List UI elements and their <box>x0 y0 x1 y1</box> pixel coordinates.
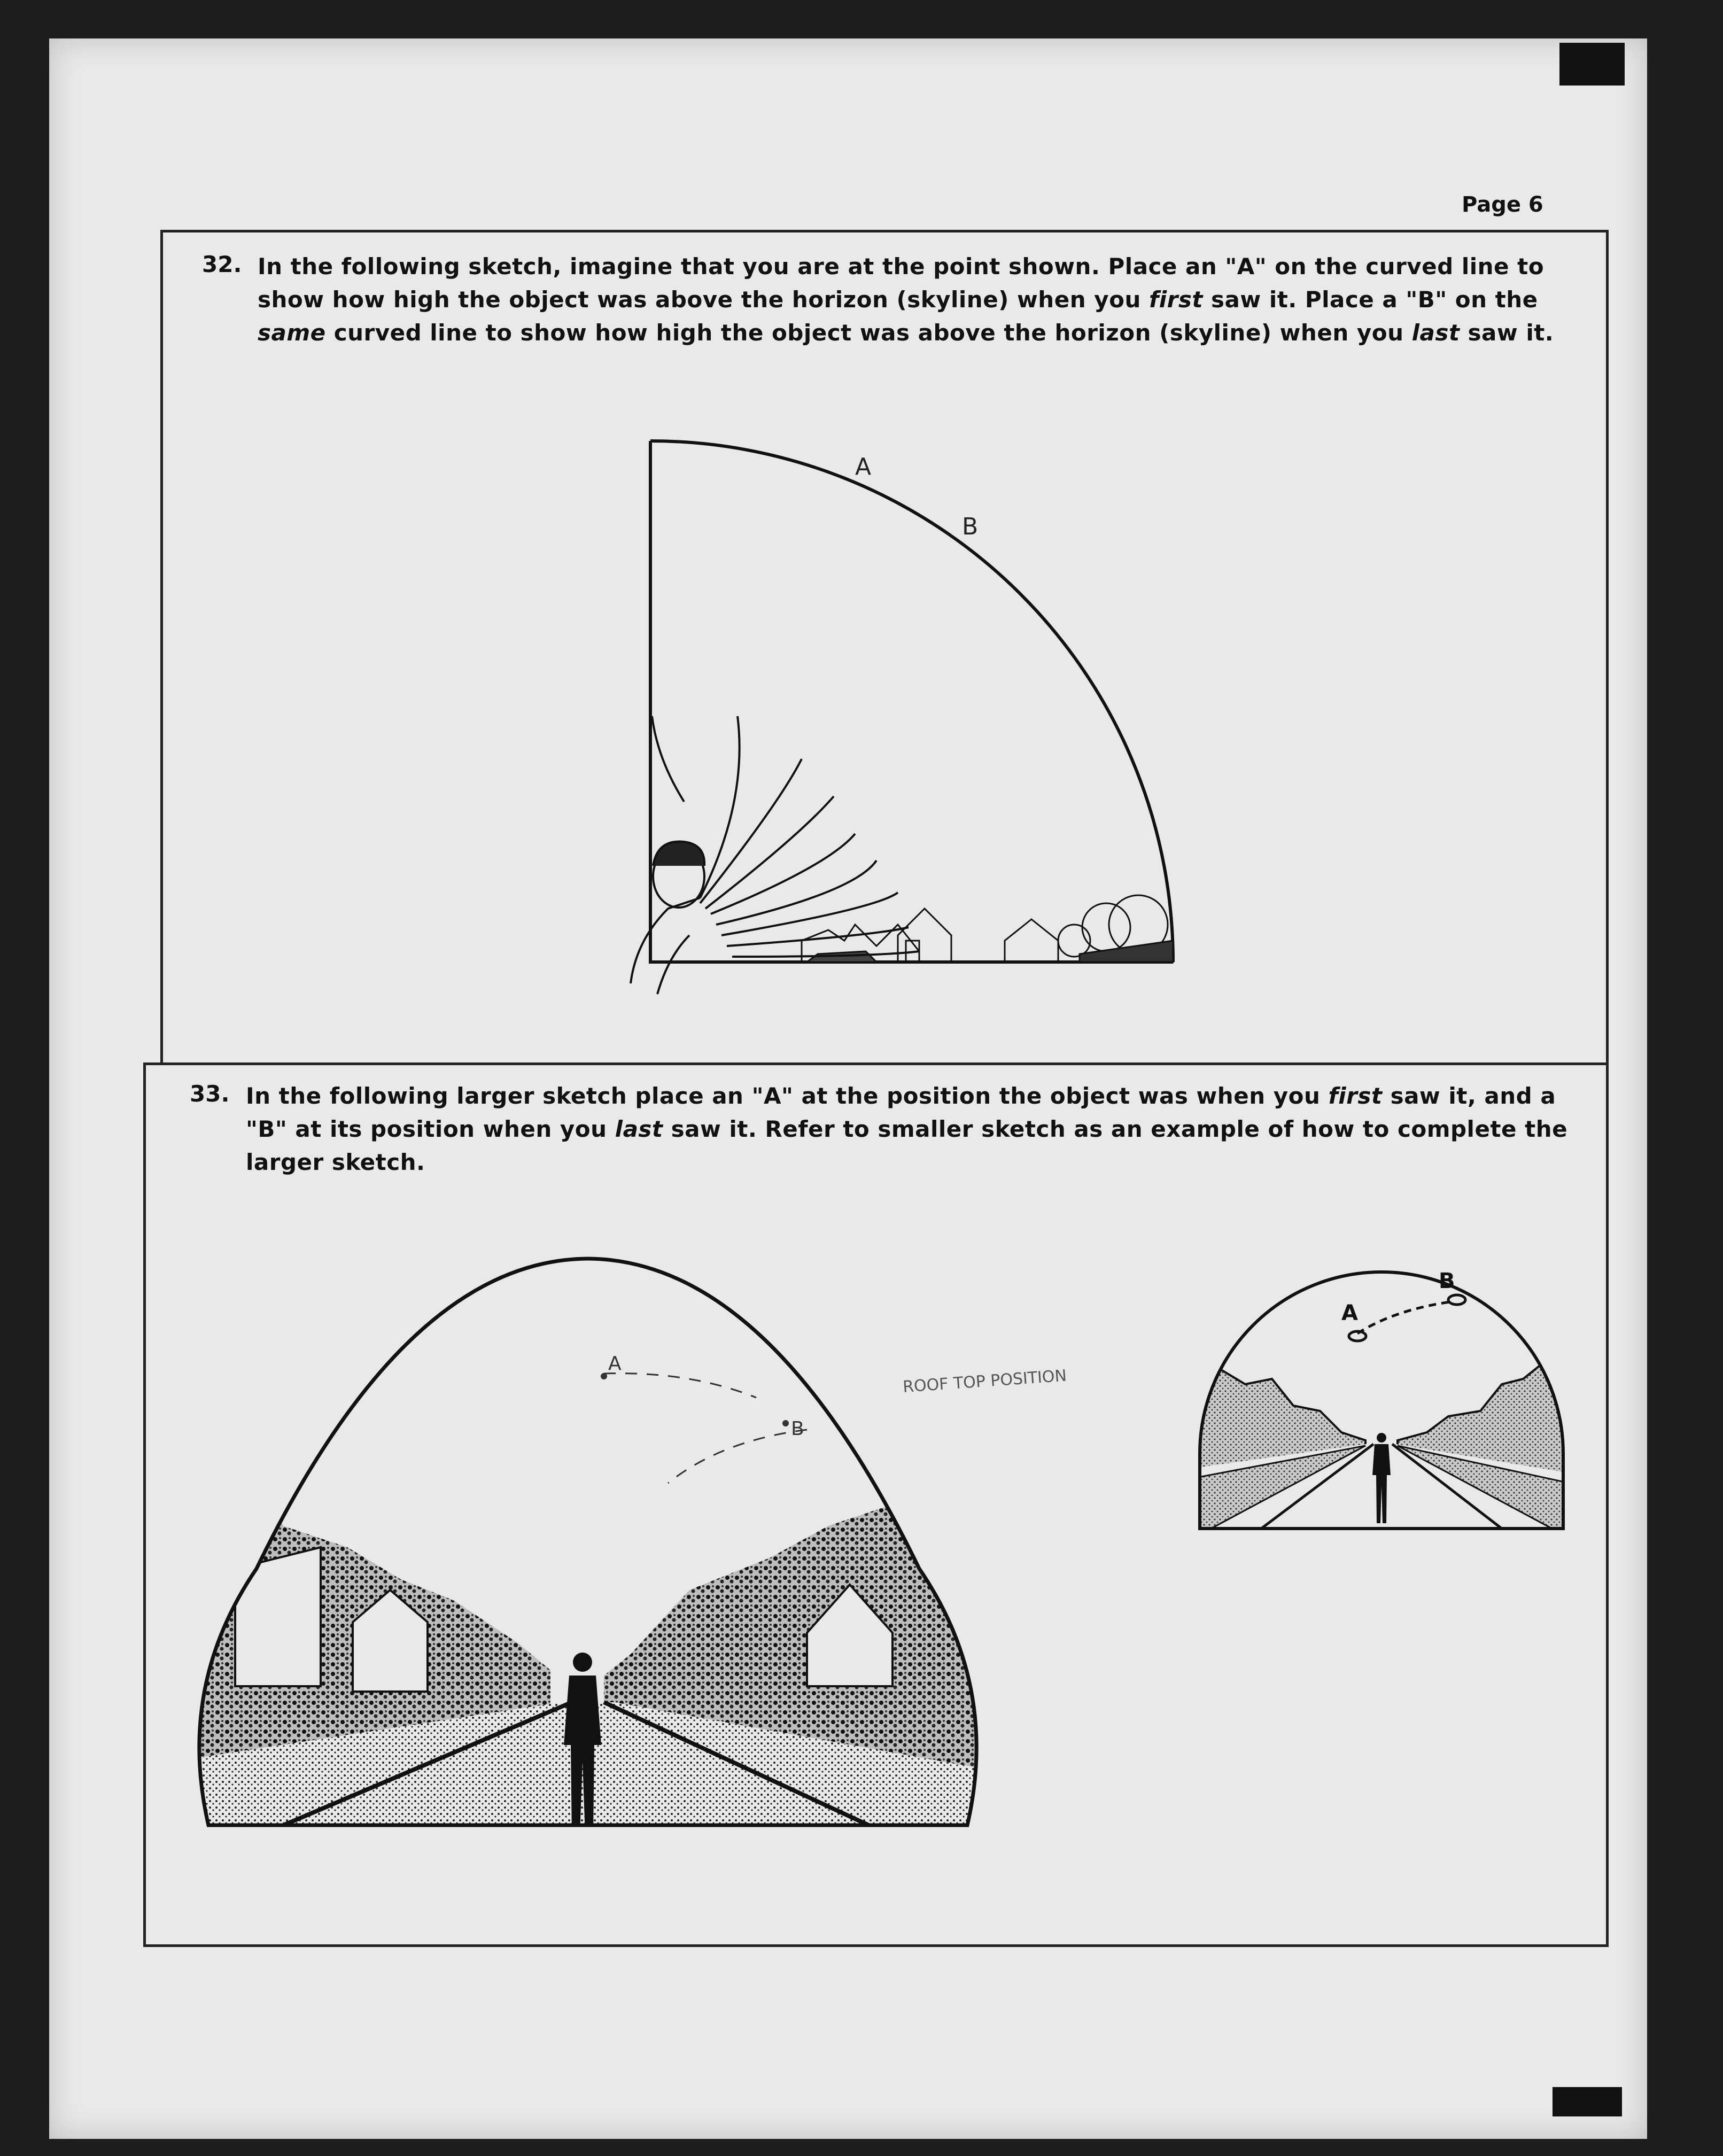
question-33-number: 33. <box>190 1081 230 1107</box>
sky-arc[interactable] <box>650 441 1173 962</box>
example-label-b: B <box>1439 1269 1455 1293</box>
quadrant-axes <box>650 441 1173 962</box>
registration-mark-bottom <box>1553 2087 1622 2116</box>
question-32-text: In the following sketch, imagine that you are at the point shown. Place an "A" on the curved line to show how high the object was above the horizon (skyline) when you first saw it. Place a "B" on the same curved line to show how high the object was above the horizon (skyline) when you last saw it. <box>258 253 1554 346</box>
handwritten-mark-a: A <box>855 453 872 480</box>
question-33-text: In the following larger sketch place an "A" at the position the object was when you first saw it, and a "B" at its position when you last saw it. Refer to smaller sketch as an example of how to complete the larger sketch. <box>246 1083 1568 1175</box>
pointing-person-illustration <box>631 716 919 994</box>
registration-mark-top <box>1559 43 1625 86</box>
page-number: Page 6 <box>1462 192 1543 217</box>
handwritten-mark-b: B <box>962 513 979 540</box>
small-example-sketch <box>1181 1245 1582 1545</box>
handwritten-mark-b: B <box>791 1418 804 1440</box>
handwritten-mark-a: A <box>608 1353 622 1375</box>
question-32-number: 32. <box>202 251 242 277</box>
skyline-illustration <box>802 895 1173 962</box>
handwritten-note: ROOF TOP POSITION <box>902 1366 1068 1397</box>
large-street-sketch[interactable] <box>176 1248 1068 1841</box>
quadrant-sky-sketch <box>577 428 1192 1010</box>
example-label-a: A <box>1341 1301 1358 1325</box>
